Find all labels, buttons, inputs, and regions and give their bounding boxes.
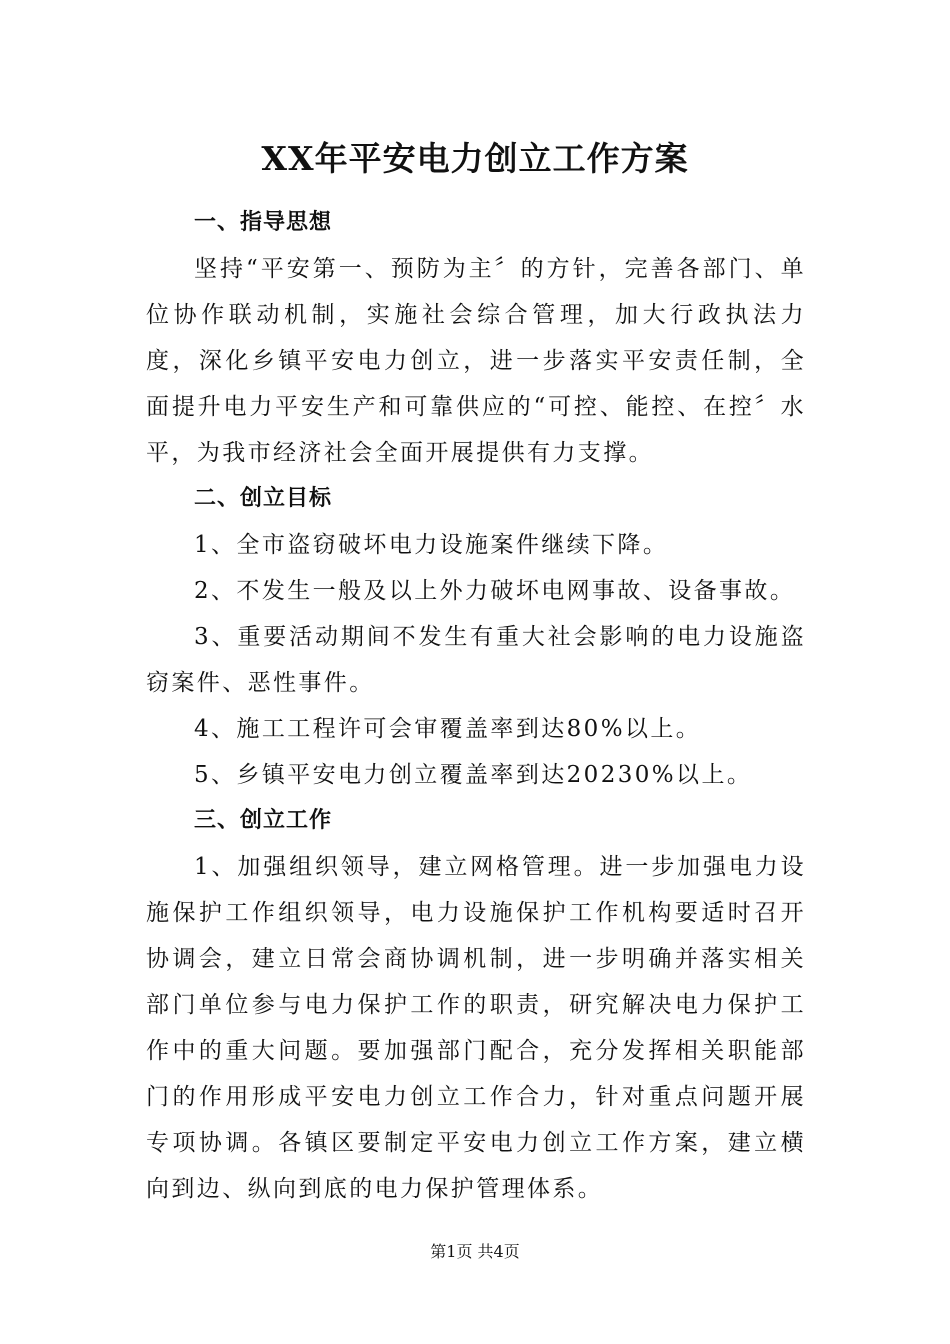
goal-item-4: 4、施工工程许可会审覆盖率到达80%以上。 [194,716,702,742]
goal-item-3: 3、重要活动期间不发生有重大社会影响的电力设施盗窃案件、恶性事件。 [146,624,806,696]
section-heading-guiding-thought: 一、指导思想 [194,210,333,235]
section-heading-goals: 二、创立目标 [194,486,333,511]
paragraph-guiding-thought: 坚持“平安第一、预防为主〞的方针，完善各部门、单位协作联动机制，实施社会综合管理，加大行政执法力度，深化乡镇平安电力创立，进一步落实平安责任制，全面提升电力平安生产和可靠供应的“可控、能控、在控〞水平，为我市经济社会全面开展提供有力支撑。 [146,256,806,466]
goal-item-2: 2、不发生一般及以上外力破坏电网事故、设备事故。 [194,578,796,604]
document-body [146,200,806,1212]
goal-item-1: 1、全市盗窃破坏电力设施案件继续下降。 [194,532,669,558]
section-heading-work: 三、创立工作 [194,808,333,833]
goal-item-5: 5、乡镇平安电力创立覆盖率到达20230%以上。 [194,762,753,788]
paragraph-work-1: 1、加强组织领导，建立网格管理。进一步加强电力设施保护工作组织领导，电力设施保护工作机构要适时召开协调会，建立日常会商协调机制，进一步明确并落实相关部门单位参与电力保护工作的职责，研究解决电力保护工作中的重大问题。要加强部门配合，充分发挥相关职能部门的作用形成平安电力创立工作合力，针对重点问题开展专项协调。各镇区要制定平安电力创立工作方案，建立横向到边、纵向到底的电力保护管理体系。 [146,854,806,1202]
page-footer: 第1页 共4页 [430,1242,520,1261]
document-title: XX年平安电力创立工作方案 [261,139,689,178]
